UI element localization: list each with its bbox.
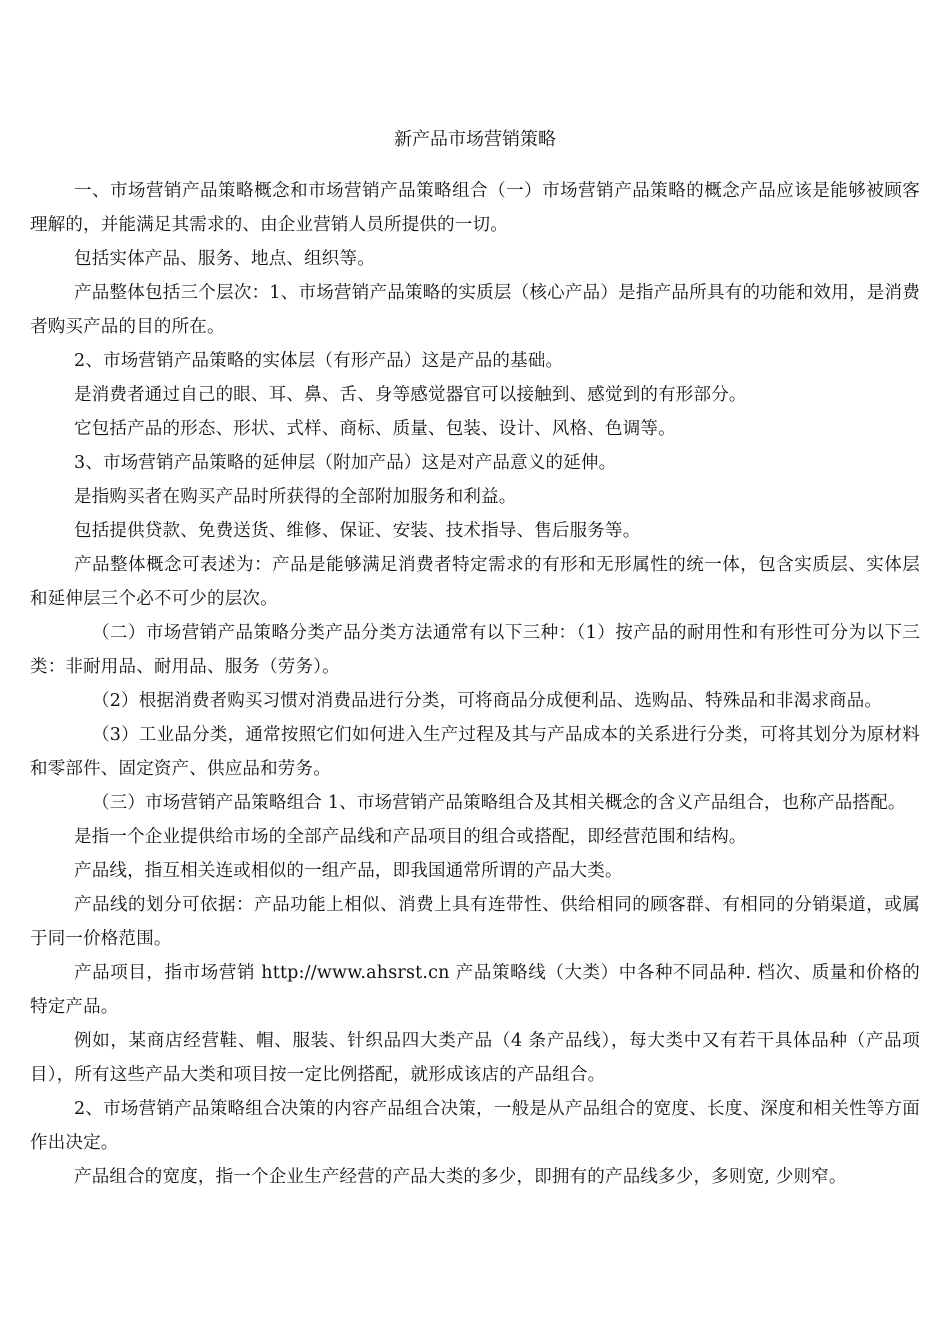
paragraph: 是消费者通过自己的眼、耳、鼻、舌、身等感觉器官可以接触到、感觉到的有形部分。 — [74, 385, 747, 405]
paragraph: （2）根据消费者购买习惯对消费品进行分类，可将商品分成便利品、选购品、特殊品和非渴求商品。 — [92, 691, 883, 711]
paragraph: 例如，某商店经营鞋、帽、服装、针织品四大类产品（4 条产品线），每大类中又有若干具体品种（产品项目），所有这些产品大类和项目按一定比例搭配，就形成该店的产品组合。 — [30, 1031, 920, 1085]
paragraph: （二）市场营销产品策略分类产品分类方法通常有以下三种：（1）按产品的耐用性和有形性可分为以下三类：非耐用品、耐用品、服务（劳务）。 — [30, 623, 920, 677]
paragraph: 产品线的划分可依据：产品功能上相似、消费上具有连带性、供给相同的顾客群、有相同的分销渠道，或属于同一价格范围。 — [30, 895, 920, 949]
paragraph: 产品项目，指市场营销 http://www.ahsrst.cn 产品策略线（大类）中各种不同品种. 档次、质量和价格的特定产品。 — [30, 963, 920, 1017]
paragraph: 一、市场营销产品策略概念和市场营销产品策略组合（一）市场营销产品策略的概念产品应该是能够被顾客理解的，并能满足其需求的、由企业营销人员所提供的一切。 — [30, 181, 920, 235]
paragraph: 产品组合的宽度，指一个企业生产经营的产品大类的多少，即拥有的产品线多少，多则宽, 少则窄。 — [74, 1167, 847, 1187]
document-page — [30, 124, 920, 1194]
paragraph: 产品整体包括三个层次：1、市场营销产品策略的实质层（核心产品）是指产品所具有的功能和效用，是消费者购买产品的目的所在。 — [30, 283, 920, 337]
paragraph: 2、市场营销产品策略组合决策的内容产品组合决策，一般是从产品组合的宽度、长度、深度和相关性等方面作出决定。 — [30, 1099, 920, 1153]
paragraph: （三）市场营销产品策略组合 1、市场营销产品策略组合及其相关概念的含义产品组合，也称产品搭配。 — [92, 793, 906, 813]
paragraph: 2、市场营销产品策略的实体层（有形产品）这是产品的基础。 — [74, 351, 564, 371]
paragraph: 包括实体产品、服务、地点、组织等。 — [74, 249, 375, 269]
paragraph: 3、市场营销产品策略的延伸层（附加产品）这是对产品意义的延伸。 — [74, 453, 617, 473]
paragraph: 包括提供贷款、免费送货、维修、保证、安装、技术指导、售后服务等。 — [74, 521, 641, 541]
document-title: 新产品市场营销策略 — [394, 129, 556, 150]
paragraph: 是指一个企业提供给市场的全部产品线和产品项目的组合或搭配，即经营范围和结构。 — [74, 827, 747, 847]
paragraph: 产品线，指互相关连或相似的一组产品，即我国通常所谓的产品大类。 — [74, 861, 623, 881]
paragraph: 是指购买者在购买产品时所获得的全部附加服务和利益。 — [74, 487, 517, 507]
paragraph: 产品整体概念可表述为：产品是能够满足消费者特定需求的有形和无形属性的统一体，包含实质层、实体层和延伸层三个必不可少的层次。 — [30, 555, 920, 609]
paragraph: （3）工业品分类，通常按照它们如何进入生产过程及其与产品成本的关系进行分类，可将其划分为原材料和零部件、固定资产、供应品和劳务。 — [30, 725, 920, 779]
paragraph: 它包括产品的形态、形状、式样、商标、质量、包装、设计、风格、色调等。 — [74, 419, 676, 439]
